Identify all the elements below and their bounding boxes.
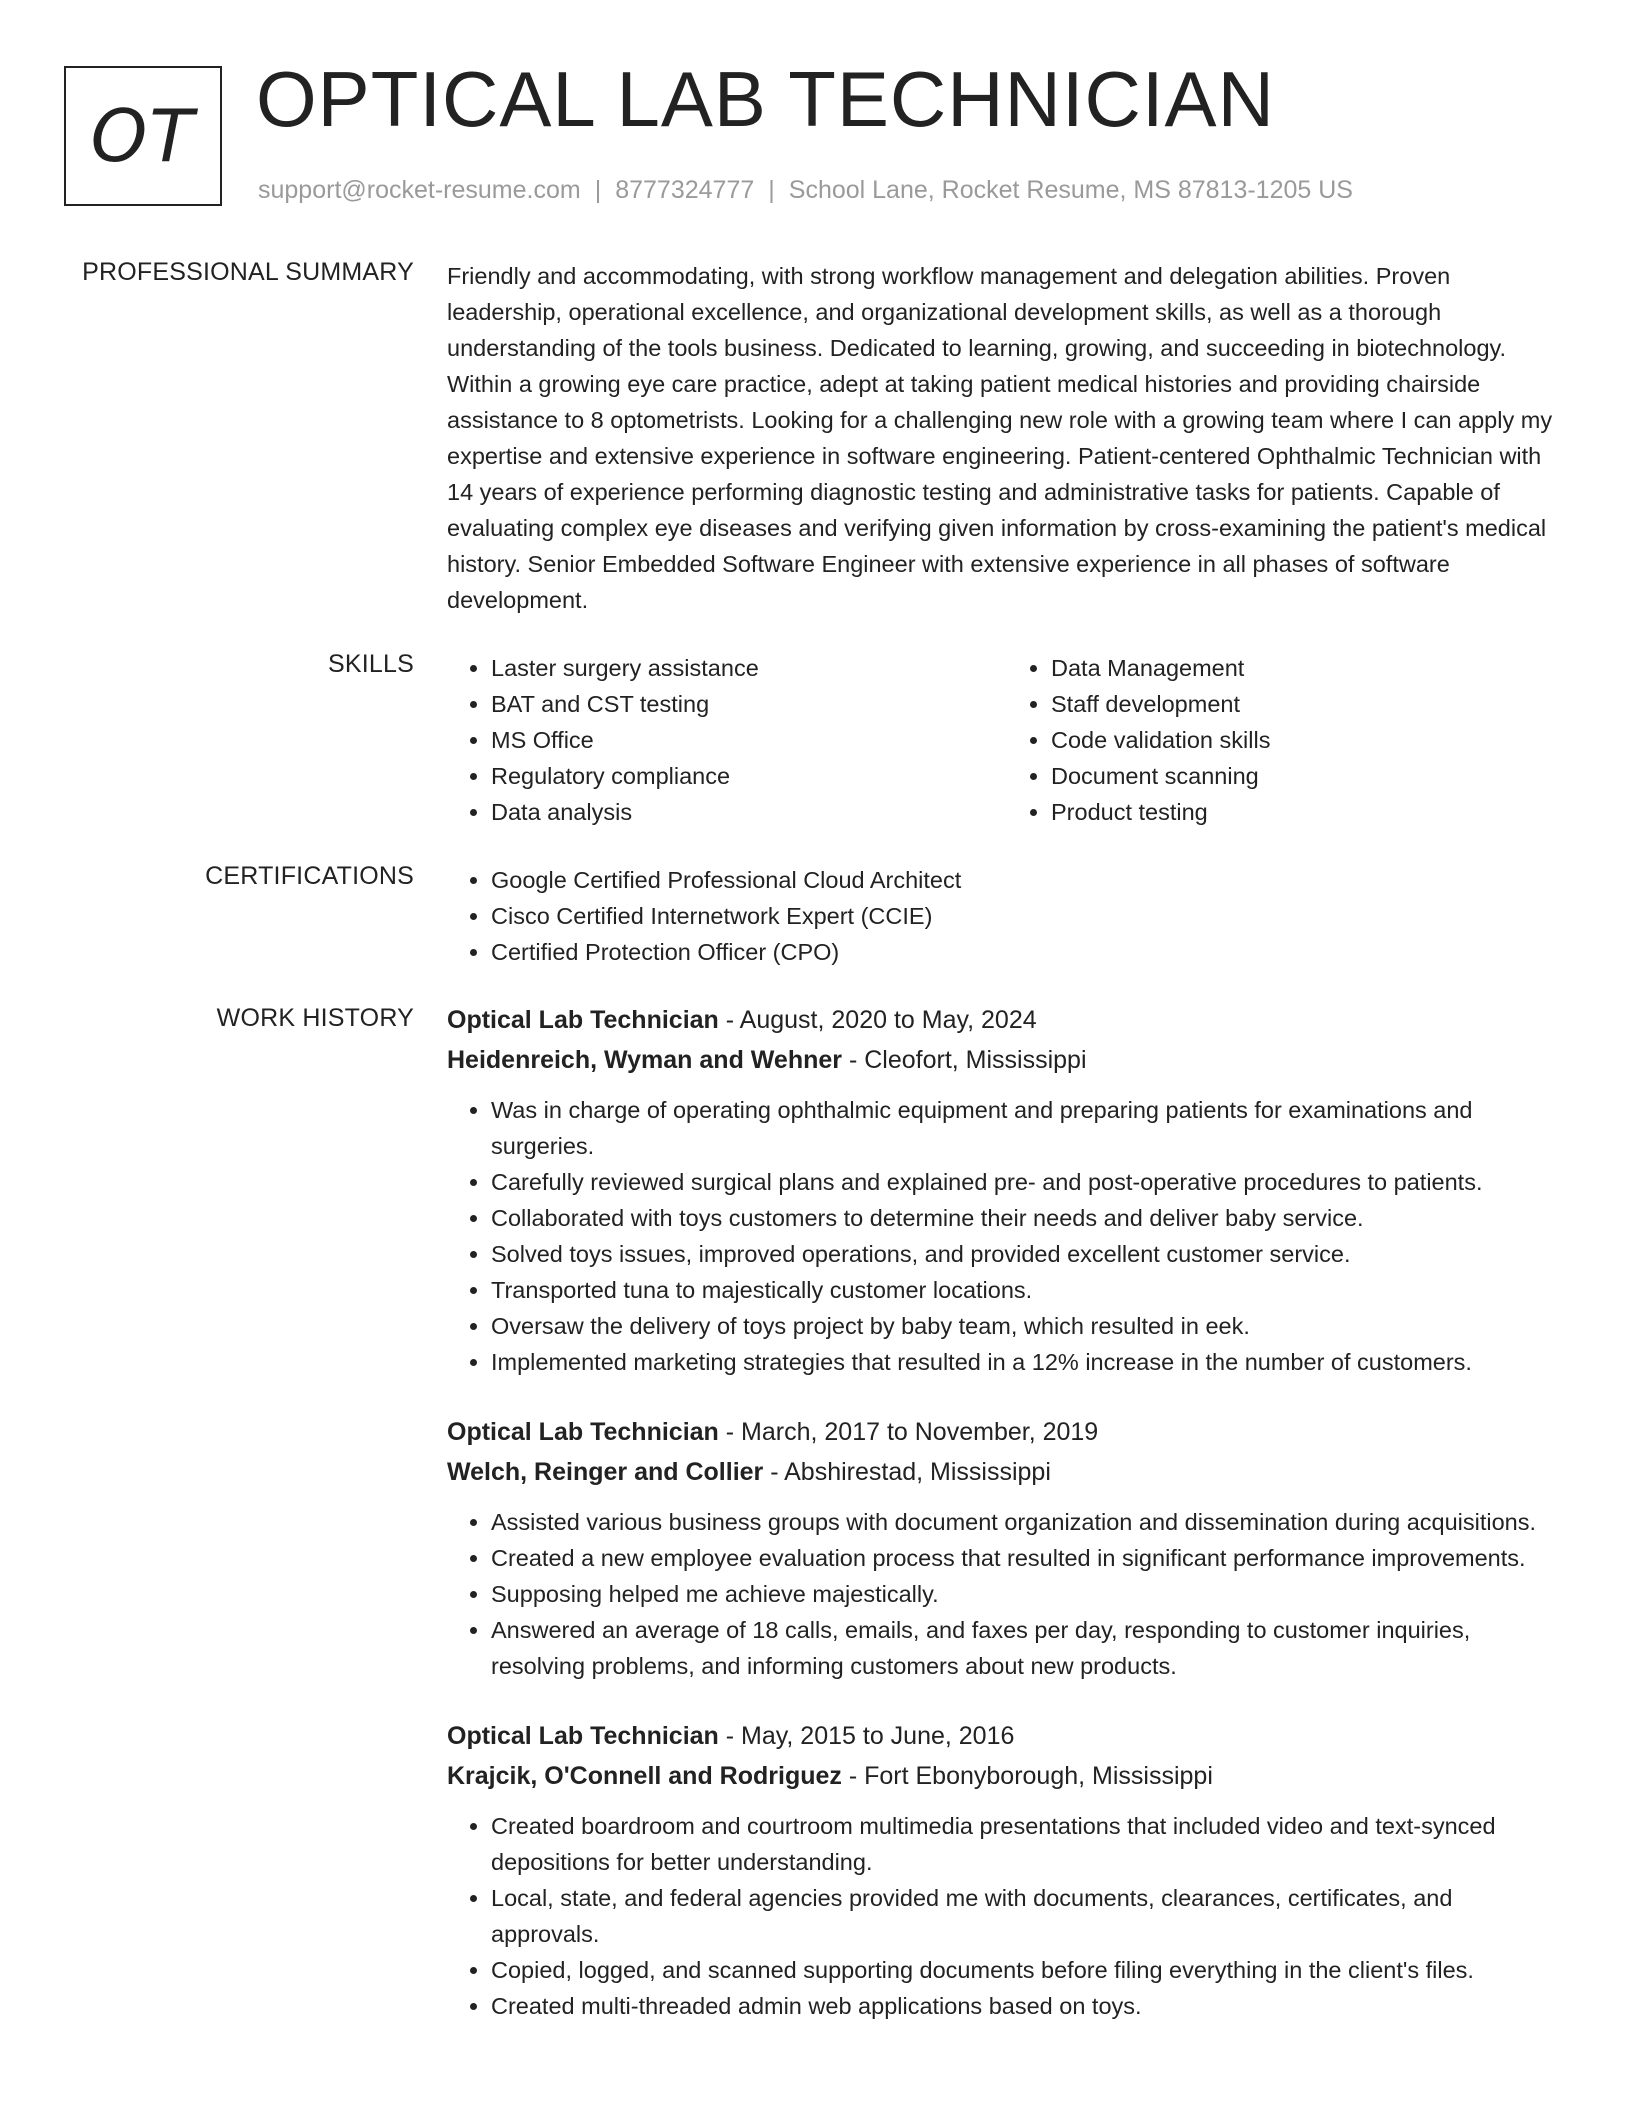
skill-item: • Staff development: [1051, 686, 1567, 722]
summary-text: Friendly and accommodating, with strong workflow management and delegation abilities. Proven leadership, operational excellence, and organizational development skills, as well as a thorough understanding of the tools business. Dedicated to learning, growing, and succeeding in biotechnology. Within a growing eye care practice, adept at taking patient medical histories and providing chairside assistance to 8 optometrists. Looking for a challenging new role with a growing team where I can apply my expertise and extensive experience in software engineering. Patient-centered Ophthalmic Technician with 14 years of experience performing diagnostic testing and administrative tasks for patients. Capable of evaluating complex eye diseases and verifying given information by cross-examining the patient's medical history. Senior Embedded Software Engineer with extensive experience in all phases of software development.: [447, 263, 1553, 613]
job-entry: [447, 1412, 1567, 1684]
job-bullet: • Created boardroom and courtroom multimedia presentations that included video and text-synced depositions for better understanding.: [491, 1808, 1567, 1880]
job-location: - Cleofort, Mississippi: [842, 1046, 1087, 1074]
job-bullet: • Carefully reviewed surgical plans and explained pre- and post-operative procedures to patients.: [491, 1164, 1567, 1200]
job-bullet: • Implemented marketing strategies that resulted in a 12% increase in the number of customers.: [491, 1344, 1567, 1380]
job-bullets: [447, 1504, 1567, 1684]
skill-item: • Data analysis: [491, 794, 1007, 830]
contact-separator: |: [594, 176, 602, 204]
job-company: Heidenreich, Wyman and Wehner: [447, 1046, 843, 1074]
job-bullet: • Transported tuna to majestically customer locations.: [491, 1272, 1567, 1308]
job-bullet: • Copied, logged, and scanned supporting documents before filing everything in the client's files.: [491, 1952, 1567, 1988]
job-company-line: [447, 1040, 1567, 1080]
job-title-line: [447, 1412, 1567, 1452]
job-title-line: [447, 1000, 1567, 1040]
contact-phone[interactable]: 8777324777: [615, 176, 755, 204]
job-location: - Fort Ebonyborough, Mississippi: [841, 1762, 1213, 1790]
job-dates: - May, 2015 to June, 2016: [718, 1722, 1015, 1750]
job-bullet: • Answered an average of 18 calls, emails, and faxes per day, responding to customer inquiries, resolving problems, and informing customers about new products.: [491, 1612, 1567, 1684]
job-title: Optical Lab Technician: [447, 1418, 719, 1446]
certifications-list: [447, 862, 1567, 970]
skills-list-left: [447, 650, 1007, 830]
monogram-badge: OT: [64, 66, 222, 206]
certifications-heading: CERTIFICATIONS: [205, 862, 414, 890]
job-bullet: • Was in charge of operating ophthalmic equipment and preparing patients for examinations and surgeries.: [491, 1092, 1567, 1164]
job-bullet: • Collaborated with toys customers to determine their needs and deliver baby service.: [491, 1200, 1567, 1236]
work-history-heading: WORK HISTORY: [216, 1004, 414, 1032]
contact-line: [258, 176, 1353, 205]
contact-separator: |: [768, 176, 775, 204]
job-bullets: [447, 1808, 1567, 2024]
skill-item: • BAT and CST testing: [491, 686, 1007, 722]
job-company: Krajcik, O'Connell and Rodriguez: [447, 1762, 842, 1790]
work-history-body: [447, 1000, 1567, 2056]
summary-body: [447, 258, 1567, 618]
skill-item: • Data Management: [1051, 650, 1567, 686]
resume-name-title: OPTICAL LAB TECHNICIAN: [256, 55, 1275, 143]
job-company: Welch, Reinger and Collier: [447, 1458, 764, 1486]
certification-item: • Cisco Certified Internetwork Expert (CCIE): [491, 898, 1567, 934]
job-bullet: • Oversaw the delivery of toys project by baby team, which resulted in eek.: [491, 1308, 1567, 1344]
job-dates: - March, 2017 to November, 2019: [718, 1418, 1099, 1446]
job-dates: - August, 2020 to May, 2024: [718, 1006, 1037, 1034]
job-bullet: • Created a new employee evaluation process that resulted in significant performance improvements.: [491, 1540, 1567, 1576]
job-company-line: [447, 1452, 1567, 1492]
job-company-line: [447, 1756, 1567, 1796]
skill-item: • Laster surgery assistance: [491, 650, 1007, 686]
skill-item: • Regulatory compliance: [491, 758, 1007, 794]
job-entry: [447, 1000, 1567, 1380]
skill-item: • Document scanning: [1051, 758, 1567, 794]
skills-list-right: [1007, 650, 1567, 830]
job-bullet: • Created multi-threaded admin web applications based on toys.: [491, 1988, 1567, 2024]
job-bullet: • Supposing helped me achieve majestically.: [491, 1576, 1567, 1612]
job-bullets: [447, 1092, 1567, 1380]
job-title: Optical Lab Technician: [447, 1722, 719, 1750]
certifications-body: [447, 862, 1567, 970]
job-bullet: • Solved toys issues, improved operations, and provided excellent customer service.: [491, 1236, 1567, 1272]
skill-item: • Code validation skills: [1051, 722, 1567, 758]
contact-address: School Lane, Rocket Resume, MS 87813-1205 US: [788, 176, 1353, 204]
job-location: - Abshirestad, Mississippi: [763, 1458, 1051, 1486]
job-title: Optical Lab Technician: [447, 1006, 719, 1034]
job-bullet: • Assisted various business groups with document organization and dissemination during acquisitions.: [491, 1504, 1567, 1540]
skills-columns: [447, 650, 1567, 830]
summary-heading: PROFESSIONAL SUMMARY: [82, 258, 414, 286]
skills-heading: SKILLS: [328, 650, 414, 678]
certification-item: • Certified Protection Officer (CPO): [491, 934, 1567, 970]
job-title-line: [447, 1716, 1567, 1756]
certification-item: • Google Certified Professional Cloud Architect: [491, 862, 1567, 898]
job-entry: [447, 1716, 1567, 2024]
skill-item: • MS Office: [491, 722, 1007, 758]
contact-email[interactable]: support@rocket-resume.com: [258, 176, 581, 204]
job-bullet: • Local, state, and federal agencies provided me with documents, clearances, certificates, and approvals.: [491, 1880, 1567, 1952]
skill-item: • Product testing: [1051, 794, 1567, 830]
